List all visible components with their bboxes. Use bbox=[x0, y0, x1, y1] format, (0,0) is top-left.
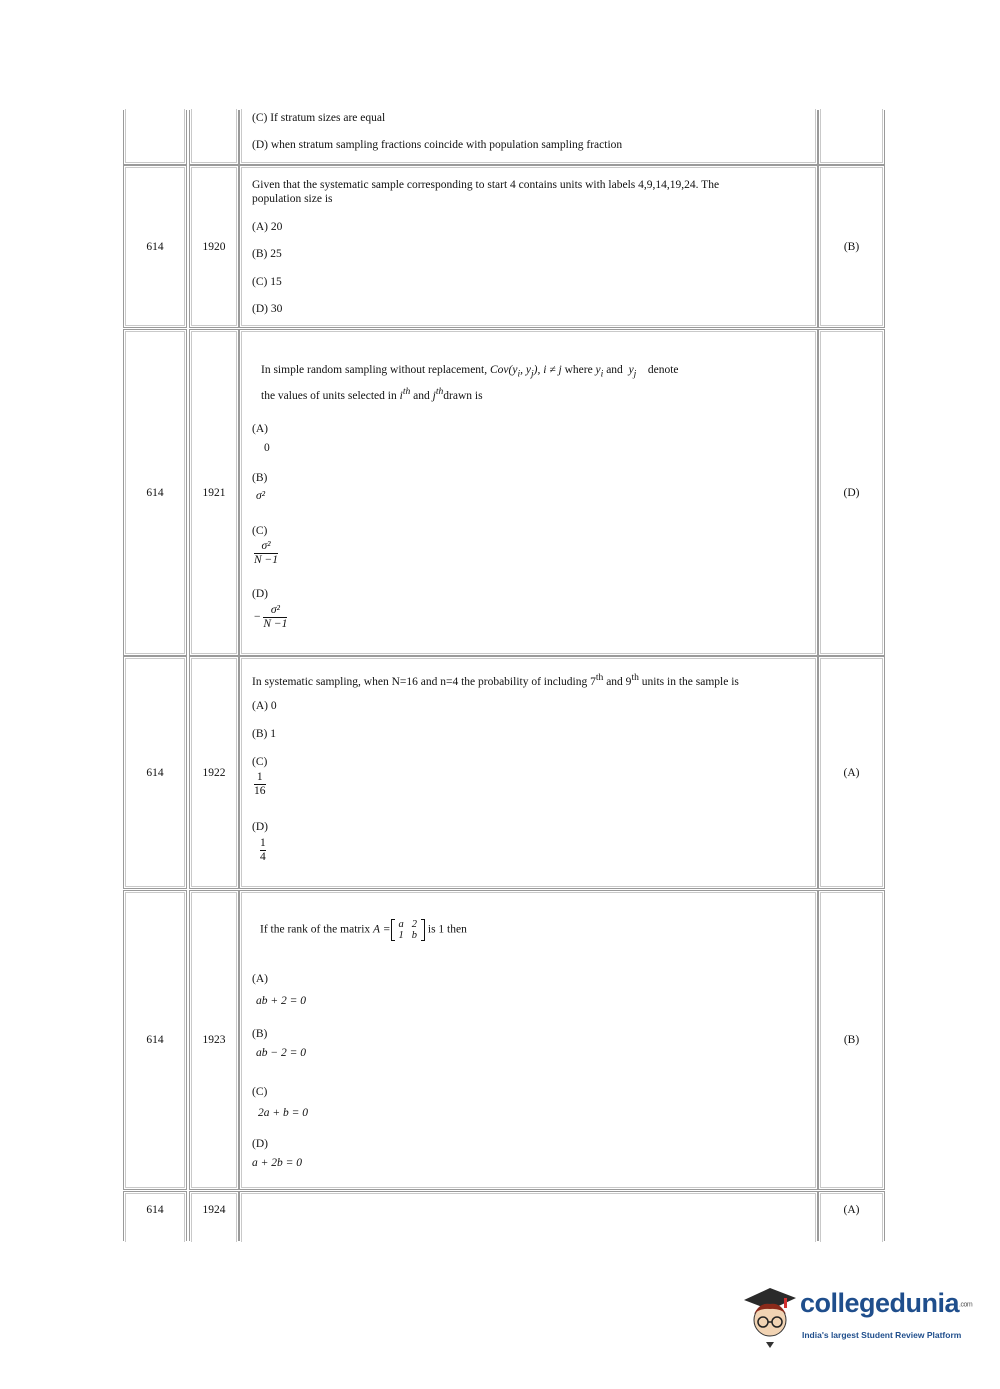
option-b: (B) 25 bbox=[252, 248, 282, 260]
denominator: N −1 bbox=[254, 553, 279, 566]
answer-text: (B) bbox=[843, 1034, 860, 1046]
option-b-value: ab − 2 = 0 bbox=[256, 1047, 307, 1059]
numerator: σ² bbox=[261, 540, 271, 552]
matrix-entry: b bbox=[411, 930, 417, 941]
answer-cell bbox=[818, 890, 885, 1190]
question-cell bbox=[239, 890, 818, 1190]
option-c-label: (C) bbox=[252, 1086, 268, 1098]
denominator: 4 bbox=[260, 850, 266, 863]
question-number: 1923 bbox=[202, 1034, 226, 1046]
option-a-value: ab + 2 = 0 bbox=[256, 995, 307, 1007]
i-th: $i^{th}$ bbox=[399, 386, 411, 402]
question-table bbox=[123, 110, 885, 1241]
question-part: If the rank of the matrix bbox=[260, 923, 371, 936]
cov-label: Cov(y bbox=[490, 364, 518, 376]
superscript: th bbox=[595, 672, 604, 683]
option-b-label: (B) bbox=[252, 472, 268, 484]
question-text: Given that the systematic sample corresponding to start 4 contains units with labels 4,9,14,19,24. The bbox=[252, 179, 720, 191]
minus-sign: − bbox=[254, 610, 261, 623]
j-th: $j^{th}$ bbox=[432, 386, 444, 402]
option-a: (A) 0 bbox=[252, 700, 277, 712]
brand-name bbox=[800, 1288, 972, 1319]
question-number: 1920 bbox=[202, 240, 226, 253]
option-c-fraction bbox=[254, 540, 278, 566]
paper-code: 614 bbox=[146, 240, 164, 253]
question-text-line2 bbox=[261, 386, 483, 402]
option-d-fraction bbox=[254, 604, 287, 630]
question-cell bbox=[239, 110, 818, 165]
qno-cell bbox=[189, 110, 239, 165]
answer-cell bbox=[818, 656, 885, 889]
question-cell bbox=[239, 656, 818, 889]
mascot-icon bbox=[740, 1282, 800, 1354]
paper-code: 614 bbox=[146, 1034, 164, 1046]
tagline: India's largest Student Review Platform bbox=[802, 1330, 962, 1340]
question-text bbox=[261, 364, 679, 379]
paper-code: 614 bbox=[146, 1204, 164, 1216]
paper-cell bbox=[123, 890, 187, 1190]
answer-text: (A) bbox=[843, 766, 860, 779]
question-text-cont: population size is bbox=[252, 193, 333, 205]
option-d-fraction bbox=[260, 837, 266, 863]
paper-code: 614 bbox=[146, 766, 164, 779]
question-part: and bbox=[413, 389, 430, 402]
question-part: and bbox=[606, 364, 623, 376]
question-part: drawn is bbox=[443, 389, 483, 402]
matrix-variable: A = bbox=[373, 923, 391, 936]
y-i: $y_i$ bbox=[595, 364, 604, 380]
question-part: is 1 then bbox=[427, 923, 467, 936]
paper-cell bbox=[123, 165, 187, 328]
paper-cell bbox=[123, 329, 187, 656]
answer-text: (B) bbox=[843, 240, 860, 253]
paper-code: 614 bbox=[146, 486, 164, 499]
question-part: denote bbox=[647, 364, 679, 376]
option-a: (A) 20 bbox=[252, 221, 283, 233]
brand-text: collegedunia bbox=[800, 1288, 960, 1318]
question-number: 1921 bbox=[202, 486, 226, 499]
denominator: N −1 bbox=[263, 617, 288, 630]
option-d-label: (D) bbox=[252, 588, 268, 600]
option-c-label: (C) bbox=[252, 756, 268, 768]
cov-expression: $Cov(y_i$, $y_j$), i ≠ j bbox=[490, 364, 562, 380]
question-cell bbox=[239, 1191, 818, 1241]
question-number: 1924 bbox=[202, 1204, 226, 1216]
option-c-value: 2a + b = 0 bbox=[258, 1107, 309, 1119]
matrix bbox=[391, 919, 426, 941]
option-c: (C) 15 bbox=[252, 276, 282, 288]
answer-cell bbox=[818, 110, 885, 165]
option-d-label: (D) bbox=[252, 821, 268, 833]
option-c-label: (C) bbox=[252, 525, 268, 537]
answer-text: (A) bbox=[843, 1204, 860, 1216]
matrix-entry: 1 bbox=[398, 930, 404, 941]
qno-cell bbox=[189, 1191, 239, 1241]
option-b: (B) 1 bbox=[252, 728, 276, 740]
question-number: 1922 bbox=[202, 766, 226, 779]
question-part: and 9 bbox=[603, 675, 632, 688]
answer-cell bbox=[818, 1191, 885, 1241]
question-part: In simple random sampling without replacement, bbox=[261, 364, 488, 376]
option-c-text: (C) If stratum sizes are equal bbox=[252, 112, 386, 124]
option-d-label: (D) bbox=[252, 1138, 268, 1150]
option-b-label: (B) bbox=[252, 1028, 268, 1040]
option-b-value: σ² bbox=[256, 490, 266, 502]
question-part: where bbox=[564, 364, 593, 376]
answer-text: (D) bbox=[843, 486, 860, 499]
y-j: $y_j$ bbox=[625, 364, 637, 380]
matrix-entry: a bbox=[398, 919, 404, 930]
question-cell bbox=[239, 165, 818, 328]
paper-cell bbox=[123, 656, 187, 889]
qno-cell bbox=[189, 656, 239, 889]
option-d-text: (D) when stratum sampling fractions coincide with population sampling fraction bbox=[252, 139, 623, 151]
question-text bbox=[260, 919, 467, 941]
question-cell bbox=[239, 329, 818, 656]
question-part: units in the sample is bbox=[638, 675, 739, 688]
collegedunia-logo bbox=[740, 1282, 973, 1352]
option-a-label: (A) bbox=[252, 423, 268, 435]
question-part: the values of units selected in bbox=[261, 389, 397, 402]
question-text bbox=[252, 672, 739, 688]
superscript: th bbox=[631, 672, 639, 683]
answer-cell bbox=[818, 165, 885, 328]
numerator: 1 bbox=[260, 837, 266, 849]
brand-suffix: .com bbox=[959, 1301, 973, 1309]
option-a-value: 0 bbox=[264, 442, 270, 454]
paper-cell bbox=[123, 110, 187, 165]
paper-cell bbox=[123, 1191, 187, 1241]
numerator: 1 bbox=[256, 771, 263, 783]
option-d-value: a + 2b = 0 bbox=[252, 1157, 303, 1169]
qno-cell bbox=[189, 329, 239, 656]
question-part: In systematic sampling, when N=16 and n=4 the probability of including 7 bbox=[252, 675, 596, 688]
denominator: 16 bbox=[254, 784, 266, 797]
option-c-fraction bbox=[254, 771, 266, 797]
option-a-label: (A) bbox=[252, 973, 268, 985]
option-d: (D) 30 bbox=[252, 303, 283, 315]
answer-cell bbox=[818, 329, 885, 656]
qno-cell bbox=[189, 165, 239, 328]
numerator: σ² bbox=[270, 604, 280, 616]
qno-cell bbox=[189, 890, 239, 1190]
matrix-entry: 2 bbox=[411, 919, 417, 930]
